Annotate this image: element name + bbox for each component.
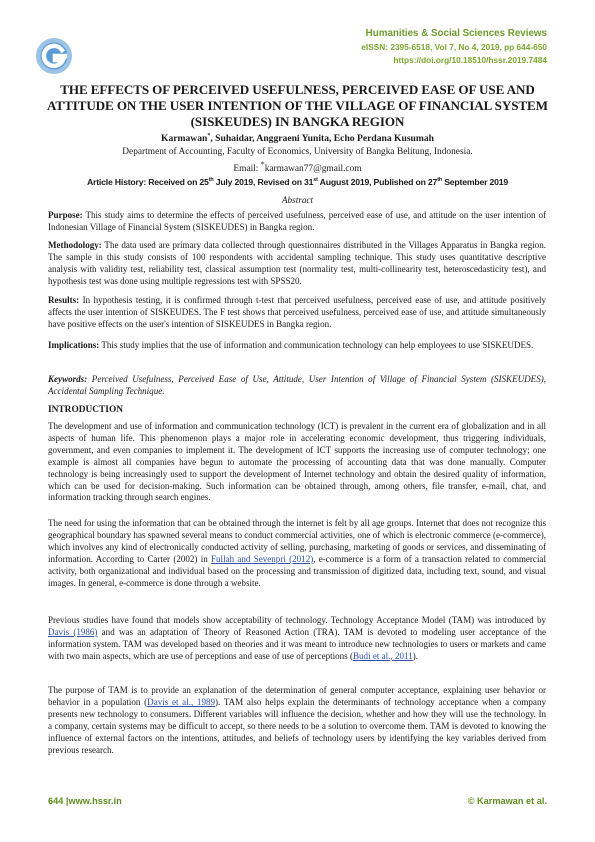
- email-mark: *: [260, 159, 265, 169]
- citation-link[interactable]: Fullah and Sevenpri (2012): [211, 553, 314, 564]
- p3-text: and was an adaptation of Theory of Reasoned Action (TRA). TAM is devoted to modeling user acceptance of the information system. TAM was developed based on theories and it was meant to introduce new technologies to users or markets and came with two main aspects, which are use of perceptions and ease of use of perceptions (: [48, 626, 546, 661]
- history-revised: July 2019, Revised on 31: [213, 177, 314, 187]
- page-footer-right: © Karmawan et al.: [467, 796, 547, 806]
- intro-paragraph-1: The development and use of information and communication technology (ICT) is prevalent in the current era of globalization and in all aspects of human life. This phenomenon plays a major role in accelerating economic development, thus triggering individuals, government, and even companies to implement it. The development of ICT supports the increasing use of computer technology; one example is almost all companies have begun to automate the processing of accounting data that was done manually. Computer technology is being increasingly used to support the development of Internet technology and obtain the desired quality of information, which can be used for decision-making. Such information can be obtained through, among others, file transfer, e-mail, chat, and information tracking through search engines.: [48, 421, 546, 503]
- doi-link[interactable]: https://doi.org/10.18510/hssr.2019.7484: [393, 55, 547, 65]
- abstract-heading: Abstract: [281, 195, 314, 205]
- intro-paragraph-4: [48, 685, 546, 756]
- implications-text: This study implies that the use of information and communication technology can help employees to use SISKEUDES.: [99, 340, 534, 350]
- intro-paragraph-2: [48, 518, 546, 589]
- article-history: [40, 177, 555, 187]
- affiliation: Department of Accounting, Faculty of Economics, University of Bangka Belitung, Indonesia.: [122, 147, 473, 157]
- hssr-g-logo-icon: [34, 36, 74, 76]
- methodology-text: The data used are primary data collected through questionnaires distributed in the Villages Apparatus in Bangka region. The sample in this study consists of 100 respondents with accidental sampling technique. This study uses quantitative descriptive analysis with validity test, reliability test, classical assumption test (normality test, multi-collinearity test, heteroscedasticity test), and hypothesis test was done using multiple regressions test with SPSS20.: [48, 240, 546, 286]
- implications-label: Implications:: [48, 340, 100, 350]
- p3-text: Previous studies have found that models show acceptability of technology. Technology Acceptance Model (TAM) was introduced by: [48, 615, 546, 625]
- p2-text: , e-commerce is a form of a transaction related to commercial activity, both organizational and individual based on the processing and transmission of digitized data, including text, sound, and visual images. In general, e-commerce is done through a website.: [48, 553, 546, 588]
- email-address: karmawan77@gmail.com: [264, 163, 362, 174]
- history-end: September 2019: [441, 177, 509, 187]
- journal-name: Humanities & Social Sciences Reviews: [365, 28, 547, 39]
- abstract-purpose: [48, 210, 546, 234]
- history-sup: st: [313, 177, 318, 184]
- intro-paragraph-3: [48, 615, 546, 663]
- affiliation-block: [40, 147, 555, 175]
- p4-text: The purpose of TAM is to provide an explanation of the determination of general computer acceptance, explaining user behavior or behavior in a population (: [48, 685, 546, 707]
- keywords-text: Perceived Usefulness, Perceived Ease of Use, Attitude, User Intention of Village of Financial System (SISKEUDES), Accidental Sampling Technique.: [48, 374, 546, 396]
- keywords-label: Keywords:: [48, 374, 88, 384]
- abstract-results: [48, 295, 546, 331]
- author-list: [40, 133, 555, 144]
- history-received: Article History: Received on 25: [86, 177, 209, 187]
- co-authors: , Suhaidar, Anggraeni Yunita, Echo Perdana Kusumah: [210, 133, 435, 145]
- p2-text: The need for using the information that can be obtained through the internet is felt by all age groups. Internet that does not recognize this geographical boundary has spawned several means to conduct commercial activities, one of which is electronic commerce (e-commerce), which involves any kind of electronically conducted activity of selling, purchasing, marketing of goods or services, and disseminating of information. According to Carter (2002) in: [48, 518, 546, 564]
- abstract-implications: [48, 340, 546, 352]
- email-line: [40, 159, 555, 176]
- results-label: Results:: [48, 295, 80, 305]
- citation-link[interactable]: Davis (1986): [48, 626, 98, 637]
- paper-title: THE EFFECTS OF PERCEIVED USEFULNESS, PERCEIVED EASE OF USE AND ATTITUDE ON THE USER INTENTION OF THE VILLAGE OF FINANCIAL SYSTEM (SISKEUDES) IN BANGKA REGION: [47, 82, 548, 130]
- journal-issn: eISSN: 2395-6518, Vol 7, No 4, 2019, pp 644-650: [361, 42, 547, 52]
- p3-text: ).: [412, 650, 418, 661]
- section-heading: INTRODUCTION: [48, 405, 124, 415]
- page-footer-left: 644 |www.hssr.in: [48, 796, 122, 806]
- email-label: Email:: [233, 163, 261, 174]
- citation-link[interactable]: Budi et al., 2011: [352, 650, 413, 661]
- abstract-methodology: [48, 240, 546, 288]
- history-sup: th: [208, 177, 214, 184]
- purpose-text: This study aims to determine the effects of perceived usefulness, perceived ease of use, and attitude on the user intention of Indonesian Village of Financial System (SISKEUDES) in Bangka region.: [48, 210, 546, 232]
- citation-link[interactable]: Davis et al., 1989: [147, 696, 216, 707]
- corresponding-author: Karmawan: [160, 133, 208, 145]
- history-sup: th: [437, 177, 442, 184]
- purpose-label: Purpose:: [48, 210, 83, 220]
- methodology-label: Methodology:: [48, 240, 102, 250]
- history-published: August 2019, Published on 27: [317, 177, 438, 187]
- p4-text: ). TAM also helps explain the determinants of technology acceptance when a company presents new technology to consumers. Different variables will influence the decision, whether and how they will use the technology. In a company, certain systems may be difficult to accept, so there needs to be a solution to overcome them. TAM is devoted to knowing the influence of external factors on the intentions, attitudes, and beliefs of technology users by identifying the key variables derived from previous research.: [48, 696, 546, 755]
- results-text: In hypothesis testing, it is confirmed through t-test that perceived usefulness, perceived ease of use, and attitude positively affects the user intention of SISKEUDES. The F test shows that perceived usefulness, perceived ease of use, and attitude simultaneously have positive effects on the user's intention of SISKEUDES in Bangka region.: [48, 295, 546, 329]
- journal-header: [361, 28, 547, 65]
- keywords: [48, 374, 546, 398]
- corresponding-mark: *: [207, 133, 211, 139]
